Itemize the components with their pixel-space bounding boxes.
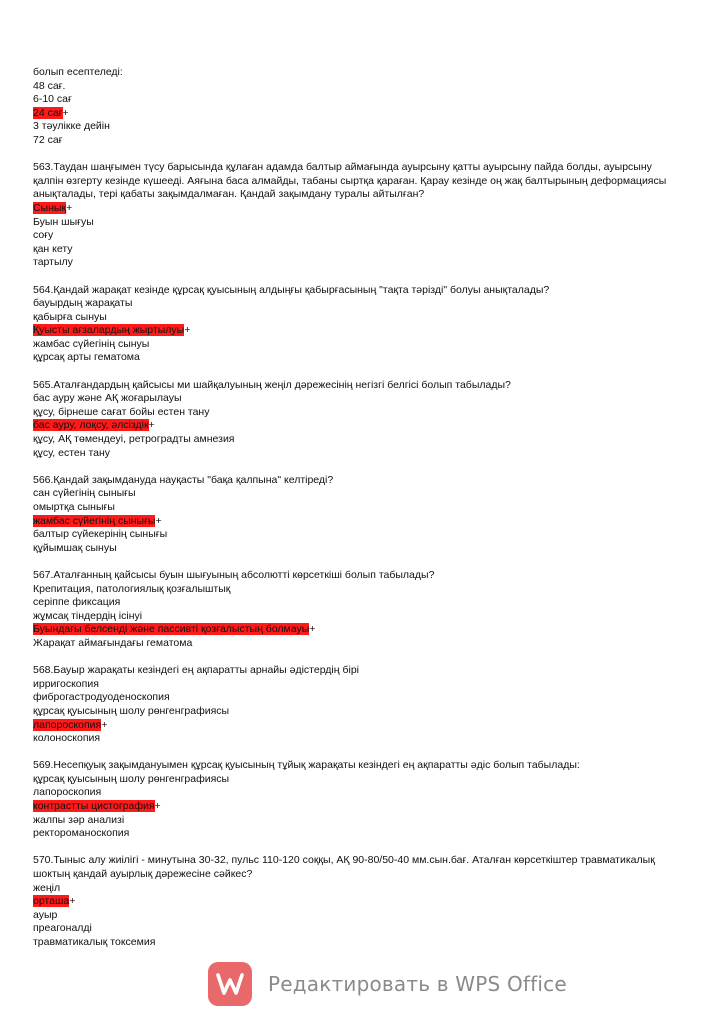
correct-mark: + xyxy=(155,514,162,527)
spacer xyxy=(33,746,683,760)
answer-option xyxy=(33,447,683,461)
answer-option xyxy=(33,419,683,433)
answer-text: сан сүйегінің сынығы xyxy=(33,487,136,500)
question-text: 568.Бауыр жарақаты кезіндегі ең ақпаратты арнайы әдістердің бірі xyxy=(33,664,359,677)
answer-option xyxy=(33,786,683,800)
answer-text: ирригоскопия xyxy=(33,677,99,690)
spacer xyxy=(33,460,683,474)
answer-text: лапороскопия xyxy=(33,786,102,799)
answer-option xyxy=(33,596,683,610)
answer-option xyxy=(33,691,683,705)
answer-option xyxy=(33,324,683,338)
question-block xyxy=(33,664,683,746)
spacer xyxy=(33,841,683,855)
question-block xyxy=(33,379,683,461)
answer-option xyxy=(33,120,683,134)
answer-text: 6-10 сағ xyxy=(33,93,72,106)
answer-option xyxy=(33,134,683,148)
answer-option xyxy=(33,406,683,420)
wps-edit-label[interactable]: Редактировать в WPS Office xyxy=(268,972,567,996)
answer-option xyxy=(33,623,683,637)
answer-option xyxy=(33,814,683,828)
answer-text: 72 сағ xyxy=(33,133,63,146)
answer-option xyxy=(33,936,683,950)
answer-text: Жарақат аймағындағы гематома xyxy=(33,636,193,649)
answer-text: колоноскопия xyxy=(33,732,101,745)
correct-answer-highlight: орташа xyxy=(33,895,70,908)
question-block xyxy=(33,569,683,651)
answer-option xyxy=(33,243,683,257)
answer-option xyxy=(33,93,683,107)
answer-option xyxy=(33,542,683,556)
answer-option xyxy=(33,610,683,624)
answer-option xyxy=(33,678,683,692)
answer-text: Крепитация, патологиялық қозғалыштық xyxy=(33,582,231,595)
answer-text: преагоналді xyxy=(33,922,92,935)
question-text: 563.Таудан шаңғымен түсу барысында құлаған адамда балтыр аймағында ауырсыну қатты ауырсыну пайда болды, ауырсыну қалпін өзгерту кезінде күшееді. Аяғына баса алмайды, табаны сыртқа қараған. Қарау кезінде оң жақ балтырының деформациясы анықталады, тері қабаты зақымдалмаған. Қандай зақымдану туралы айтылған? xyxy=(33,161,667,201)
answer-text: омыртқа сынығы xyxy=(33,501,115,513)
answer-text: қан кету xyxy=(33,242,73,255)
answer-text: балтыр сүйекерінің сынығы xyxy=(33,528,168,541)
spacer xyxy=(33,148,683,162)
answer-option xyxy=(33,895,683,909)
answer-option xyxy=(33,637,683,651)
answer-option xyxy=(33,922,683,936)
correct-mark: + xyxy=(184,324,191,337)
wps-edit-banner[interactable] xyxy=(208,960,567,1008)
question-text: 564.Қандай жарақат кезінде құрсақ қуысының алдыңғы қабырғасының "тақта тәрізді" болуы анықталады? xyxy=(33,283,550,296)
answer-option xyxy=(33,351,683,365)
answer-text: фиброгастродуоденоскопия xyxy=(33,691,170,704)
answer-text: құсу, естен тану xyxy=(33,446,111,459)
answer-option xyxy=(33,732,683,746)
correct-mark: + xyxy=(154,800,161,813)
question-list xyxy=(33,148,683,950)
answer-option xyxy=(33,311,683,325)
answer-text: жеңіл xyxy=(33,881,61,894)
correct-answer-highlight: 24 сағ xyxy=(33,106,63,119)
answer-option xyxy=(33,705,683,719)
question-text: 570.Тыныс алу жиілігі - минутына 30-32, пульс 110-120 соққы, АҚ 90-80/50-40 мм.сын.бағ. Аталған көрсеткіштер травматикалық шоктың қандай ауырлық дәрежесіне сәйкес? xyxy=(33,854,655,881)
correct-answer-highlight: Қуысты ағзалардың жыртылуы xyxy=(33,324,185,337)
correct-mark: + xyxy=(309,623,316,636)
answer-option xyxy=(33,433,683,447)
question-block xyxy=(33,161,683,270)
answer-option xyxy=(33,202,683,216)
answer-text: құрсақ қуысының шолу рөнгенграфиясы xyxy=(33,704,230,717)
question-text: 565.Аталғандардың қайсысы ми шайқалуының жеңіл дәрежесінің негізгі белгісі болып табылады? xyxy=(33,378,511,391)
intro-options xyxy=(33,80,683,148)
answer-option xyxy=(33,882,683,896)
correct-answer-highlight: жамбас сүйегінің сынығы xyxy=(33,514,156,527)
answer-option xyxy=(33,487,683,501)
spacer xyxy=(33,270,683,284)
answer-text: ауыр xyxy=(33,908,58,921)
correct-mark: + xyxy=(148,419,155,432)
question-block xyxy=(33,474,683,556)
question-block xyxy=(33,759,683,841)
question-text: 566.Қандай зақымдануда науқасты "бақа қалпына" келтіреді? xyxy=(33,473,334,486)
answer-option xyxy=(33,827,683,841)
answer-text: бауырдың жарақаты xyxy=(33,297,133,310)
answer-option xyxy=(33,501,683,515)
answer-option xyxy=(33,528,683,542)
answer-text: құйымшақ сынуы xyxy=(33,541,117,554)
answer-option xyxy=(33,80,683,94)
answer-text: құсу, АҚ төмендеуі, ретроградты амнезия xyxy=(33,433,235,446)
question-block xyxy=(33,854,683,949)
answer-text: бас ауру және АҚ жоғарылауы xyxy=(33,392,182,405)
correct-answer-highlight: лапороскопия xyxy=(33,718,102,731)
answer-option xyxy=(33,773,683,787)
intro-block xyxy=(33,66,683,148)
answer-option xyxy=(33,392,683,406)
answer-text: құсу, бірнеше сағат бойы естен тану xyxy=(33,405,210,418)
answer-option xyxy=(33,800,683,814)
wps-logo-icon[interactable] xyxy=(208,962,252,1006)
answer-text: жамбас сүйегінің сынуы xyxy=(33,337,150,350)
answer-option xyxy=(33,719,683,733)
correct-mark: + xyxy=(66,201,73,214)
spacer xyxy=(33,555,683,569)
answer-option xyxy=(33,515,683,529)
answer-option xyxy=(33,338,683,352)
correct-answer-highlight: бас ауру, лоқсу, әлсіздік xyxy=(33,419,149,432)
correct-mark: + xyxy=(69,895,76,908)
answer-text: жұмсақ тіндердің ісінуі xyxy=(33,609,143,622)
answer-text: ректороманоскопия xyxy=(33,827,130,840)
answer-option xyxy=(33,297,683,311)
answer-option xyxy=(33,107,683,121)
document-page xyxy=(33,66,683,950)
answer-text: 3 тәулікке дейін xyxy=(33,120,110,133)
correct-mark: + xyxy=(62,106,69,119)
answer-text: Буын шығуы xyxy=(33,215,94,228)
spacer xyxy=(33,651,683,665)
answer-text: жалпы зәр анализі xyxy=(33,813,125,826)
answer-option xyxy=(33,256,683,270)
answer-option xyxy=(33,216,683,230)
correct-answer-highlight: контрастты цистография xyxy=(33,800,155,813)
answer-text: травматикалық токсемия xyxy=(33,936,156,948)
answer-option xyxy=(33,909,683,923)
answer-text: құрсақ арты гематома xyxy=(33,351,140,364)
answer-text: соғу xyxy=(33,229,54,242)
question-block xyxy=(33,284,683,366)
correct-mark: + xyxy=(101,718,108,731)
correct-answer-highlight: Сынық xyxy=(33,201,67,214)
answer-text: 48 сағ. xyxy=(33,79,66,92)
answer-text: қабырға сынуы xyxy=(33,310,107,323)
answer-option xyxy=(33,229,683,243)
question-text: 567.Аталғанның қайсысы буын шығуының абсолютті көрсеткіші болып табылады? xyxy=(33,568,435,581)
correct-answer-highlight: Буындағы белсенді және пассивті қозғалыстың болмауы xyxy=(33,623,310,636)
spacer xyxy=(33,365,683,379)
answer-option xyxy=(33,583,683,597)
intro-lead: болып есептеледі: xyxy=(33,66,123,78)
answer-text: тартылу xyxy=(33,256,73,269)
answer-text: құрсақ қуысының шолу рөнгенграфиясы xyxy=(33,772,230,785)
answer-text: серіппе фиксация xyxy=(33,596,121,609)
question-text: 569.Несепқуық зақымдануымен құрсақ қуысының тұйық жарақаты кезіндегі ең ақпаратты әдіс болып табылады: xyxy=(33,759,580,772)
